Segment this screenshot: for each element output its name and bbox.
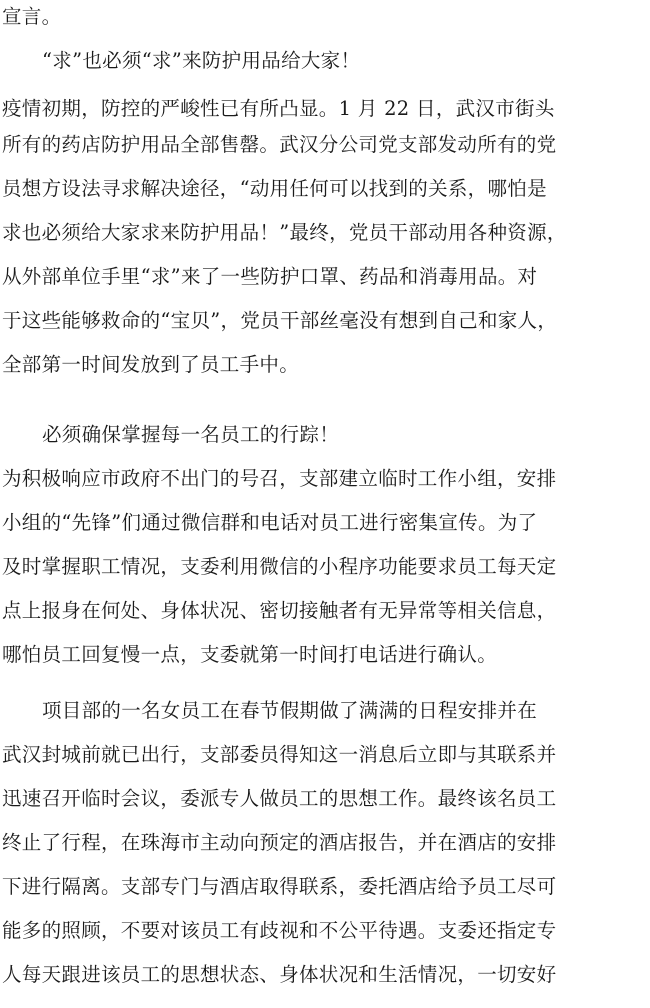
section-heading-1: “求”也必须“求”来防护用品给大家！ xyxy=(42,49,361,72)
text-line-20: 下进行隔离。支部专门与酒店取得联系，委托酒店给予员工尽可 xyxy=(2,875,557,898)
text-line-9: 全部第一时间发放到了员工手中。 xyxy=(2,353,300,376)
text-line-3: 疫情初期，防控的严峻性已有所凸显。1 月 22 日，武汉市街头 xyxy=(2,97,555,120)
text-line-14: 点上报身在何处、身体状况、密切接触者有无异常等相关信息， xyxy=(2,599,557,622)
text-line-13: 及时掌握职工情况，支委利用微信的小程序功能要求员工每天定 xyxy=(2,555,557,578)
section-heading-2: 必须确保掌握每一名员工的行踪！ xyxy=(42,423,340,446)
text-line-19: 终止了行程，在珠海市主动向预定的酒店报告，并在酒店的安排 xyxy=(2,831,557,854)
text-line-18: 迅速召开临时会议，委派专人做员工的思想工作。最终该名员工 xyxy=(2,787,557,810)
text-line-1: 宣言。 xyxy=(2,5,62,28)
text-line-5: 员想方设法寻求解决途径，“动用任何可以找到的关系，哪怕是 xyxy=(2,177,547,200)
text-line-17: 武汉封城前就已出行，支部委员得知这一消息后立即与其联系并 xyxy=(2,743,557,766)
text-line-12: 小组的“先锋”们通过微信群和电话对员工进行密集宣传。为了 xyxy=(2,511,538,534)
text-line-8: 于这些能够救命的“宝贝”，党员干部丝毫没有想到自己和家人， xyxy=(2,309,558,332)
text-line-11: 为积极响应市政府不出门的号召，支部建立临时工作小组，安排 xyxy=(2,467,557,490)
text-line-6: 求也必须给大家求来防护用品！”最终，党员干部动用各种资源， xyxy=(2,221,567,244)
text-line-22: 人每天跟进该员工的思想状态、身体状况和生活情况，一切安好 xyxy=(2,963,557,986)
text-line-16: 项目部的一名女员工在春节假期做了满满的日程安排并在 xyxy=(42,699,538,722)
text-line-21: 能多的照顾，不要对该员工有歧视和不公平待遇。支委还指定专 xyxy=(2,919,557,942)
text-line-4: 所有的药店防护用品全部售罄。武汉分公司党支部发动所有的党 xyxy=(2,133,557,156)
text-line-7: 从外部单位手里“求”来了一些防护口罩、药品和消毒用品。对 xyxy=(2,265,538,288)
text-line-15: 哪怕员工回复慢一点，支委就第一时间打电话进行确认。 xyxy=(2,643,498,666)
